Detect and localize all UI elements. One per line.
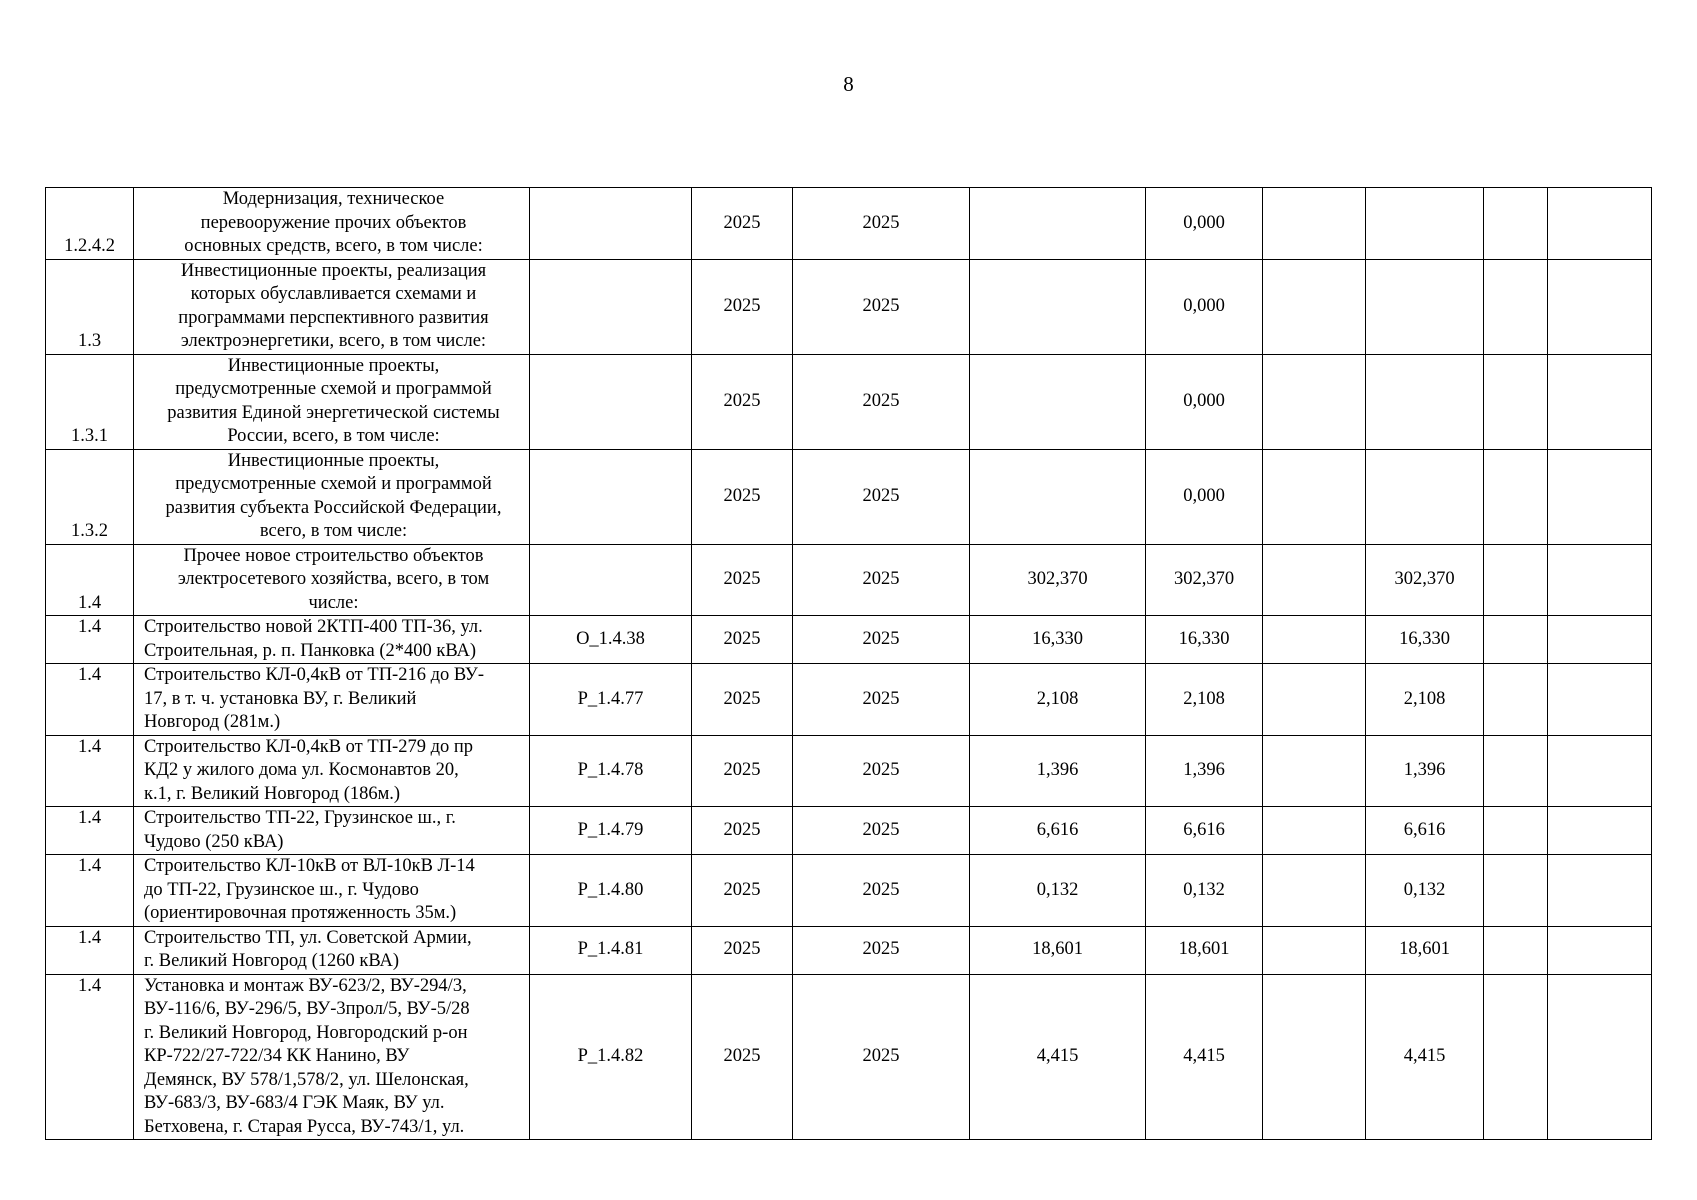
row-year-start-cell: 2025 (692, 354, 793, 449)
row-name-line: всего, в том числе: (259, 521, 408, 541)
row-value-2-cell: 6,616 (1146, 807, 1263, 855)
row-value-3-cell (1263, 735, 1366, 807)
row-value-6-cell (1548, 807, 1652, 855)
row-name-cell (134, 855, 530, 927)
row-value-5-cell (1484, 664, 1548, 736)
row-year-start-cell: 2025 (692, 544, 793, 616)
row-name-line: г. Великий Новгород (1260 кВА) (144, 951, 400, 971)
row-code-cell: P_1.4.81 (530, 926, 692, 974)
row-year-start-cell: 2025 (692, 616, 793, 664)
row-value-3-cell (1263, 974, 1366, 1140)
row-value-6-cell (1548, 354, 1652, 449)
row-name-cell (134, 259, 530, 354)
row-name-line: г. Великий Новгород, Новгородский р-он (144, 1022, 468, 1043)
row-value-3-cell (1263, 188, 1366, 260)
row-value-5-cell (1484, 735, 1548, 807)
row-value-1-cell: 302,370 (970, 544, 1146, 616)
investment-table (45, 187, 1652, 1140)
row-name-cell (134, 544, 530, 616)
row-name-line: Строительство КЛ-0,4кВ от ТП-216 до ВУ- (144, 665, 484, 685)
row-value-5-cell (1484, 926, 1548, 974)
row-year-start-cell: 2025 (692, 664, 793, 736)
row-year-end-cell: 2025 (793, 544, 970, 616)
row-name-line: Строительство КЛ-10кВ от ВЛ-10кВ Л-14 (144, 856, 475, 876)
row-value-6-cell (1548, 259, 1652, 354)
row-year-start-cell: 2025 (692, 449, 793, 544)
row-year-end-cell: 2025 (793, 188, 970, 260)
row-value-2-cell: 4,415 (1146, 974, 1263, 1140)
row-value-6-cell (1548, 855, 1652, 927)
row-value-6-cell (1548, 664, 1652, 736)
row-value-4-cell (1366, 354, 1484, 449)
row-name-line: Новгород (281м.) (144, 712, 281, 732)
row-value-5-cell (1484, 807, 1548, 855)
row-name-cell (134, 354, 530, 449)
row-name-line: Строительство ТП-22, Грузинское ш., г. (144, 808, 456, 828)
row-name-cell (134, 616, 530, 664)
row-value-4-cell: 16,330 (1366, 616, 1484, 664)
row-value-2-cell: 302,370 (1146, 544, 1263, 616)
row-code-cell: P_1.4.78 (530, 735, 692, 807)
row-number-cell: 1.4 (46, 735, 134, 807)
row-value-3-cell (1263, 807, 1366, 855)
row-value-6-cell (1548, 974, 1652, 1140)
row-value-1-cell: 16,330 (970, 616, 1146, 664)
row-year-end-cell: 2025 (793, 735, 970, 807)
table-row (46, 188, 1652, 260)
row-number-cell: 1.4 (46, 974, 134, 1140)
row-value-2-cell: 16,330 (1146, 616, 1263, 664)
table-row (46, 974, 1652, 1140)
table-row (46, 664, 1652, 736)
row-value-3-cell (1263, 926, 1366, 974)
row-number-cell: 1.3.1 (46, 354, 134, 449)
row-value-1-cell: 1,396 (970, 735, 1146, 807)
row-name-line: развития Единой энергетической системы (167, 402, 500, 423)
row-name-line: КР-722/27-722/34 КК Нанино, ВУ (144, 1046, 410, 1066)
row-name-cell (134, 664, 530, 736)
row-year-start-cell: 2025 (692, 855, 793, 927)
row-name-line: 17, в т. ч. установка ВУ, г. Великий (144, 688, 417, 709)
row-name-line: Строительство новой 2КТП-400 ТП-36, ул. (144, 617, 483, 637)
row-code-cell (530, 544, 692, 616)
row-name-line: Демянск, ВУ 578/1,578/2, ул. Шелонская, (144, 1069, 469, 1090)
row-value-5-cell (1484, 855, 1548, 927)
row-name-line: Модернизация, техническое (222, 189, 445, 209)
row-number-cell: 1.4 (46, 664, 134, 736)
row-code-cell (530, 259, 692, 354)
row-name-line: до ТП-22, Грузинское ш., г. Чудово (144, 879, 419, 900)
row-value-3-cell (1263, 259, 1366, 354)
row-value-2-cell: 0,132 (1146, 855, 1263, 927)
row-code-cell (530, 449, 692, 544)
row-year-start-cell: 2025 (692, 974, 793, 1140)
row-name-line: предусмотренные схемой и программой (175, 379, 492, 399)
row-year-start-cell: 2025 (692, 259, 793, 354)
row-name-line: основных средств, всего, в том числе: (184, 236, 483, 256)
table-row (46, 807, 1652, 855)
row-value-4-cell (1366, 449, 1484, 544)
row-code-cell: P_1.4.79 (530, 807, 692, 855)
row-year-start-cell: 2025 (692, 735, 793, 807)
row-value-4-cell: 0,132 (1366, 855, 1484, 927)
row-year-end-cell: 2025 (793, 616, 970, 664)
row-value-1-cell (970, 449, 1146, 544)
row-name-line: Инвестиционные проекты, реализация (180, 260, 487, 281)
row-value-6-cell (1548, 188, 1652, 260)
row-name-line: (ориентировочная протяженность 35м.) (144, 903, 457, 923)
row-value-2-cell: 0,000 (1146, 259, 1263, 354)
row-name-line: развития субъекта Российской Федерации, (165, 497, 502, 518)
row-name-line: электросетевого хозяйства, всего, в том (177, 569, 490, 589)
row-value-2-cell: 0,000 (1146, 449, 1263, 544)
row-value-4-cell: 302,370 (1366, 544, 1484, 616)
row-value-5-cell (1484, 449, 1548, 544)
row-name-line: КД2 у жилого дома ул. Космонавтов 20, (144, 760, 459, 780)
table-row (46, 926, 1652, 974)
row-value-2-cell: 1,396 (1146, 735, 1263, 807)
row-value-4-cell: 1,396 (1366, 735, 1484, 807)
row-value-3-cell (1263, 449, 1366, 544)
row-year-end-cell: 2025 (793, 926, 970, 974)
row-value-4-cell: 6,616 (1366, 807, 1484, 855)
row-year-end-cell: 2025 (793, 807, 970, 855)
row-value-5-cell (1484, 354, 1548, 449)
row-number-cell: 1.4 (46, 616, 134, 664)
row-value-4-cell: 2,108 (1366, 664, 1484, 736)
row-value-2-cell: 18,601 (1146, 926, 1263, 974)
row-name-cell (134, 807, 530, 855)
row-value-6-cell (1548, 616, 1652, 664)
row-year-start-cell: 2025 (692, 926, 793, 974)
row-value-2-cell: 0,000 (1146, 188, 1263, 260)
row-value-4-cell (1366, 259, 1484, 354)
row-value-1-cell: 6,616 (970, 807, 1146, 855)
row-value-5-cell (1484, 974, 1548, 1140)
row-value-4-cell: 18,601 (1366, 926, 1484, 974)
row-value-6-cell (1548, 544, 1652, 616)
row-year-end-cell: 2025 (793, 259, 970, 354)
row-year-end-cell: 2025 (793, 449, 970, 544)
row-value-1-cell: 18,601 (970, 926, 1146, 974)
row-value-3-cell (1263, 855, 1366, 927)
row-name-cell (134, 188, 530, 260)
row-number-cell: 1.3 (46, 259, 134, 354)
row-value-6-cell (1548, 735, 1652, 807)
row-name-line: Чудово (250 кВА) (144, 831, 284, 852)
table-row (46, 354, 1652, 449)
row-value-2-cell: 0,000 (1146, 354, 1263, 449)
row-value-2-cell: 2,108 (1146, 664, 1263, 736)
row-value-5-cell (1484, 188, 1548, 260)
row-value-3-cell (1263, 354, 1366, 449)
row-value-1-cell (970, 259, 1146, 354)
row-year-end-cell: 2025 (793, 354, 970, 449)
row-name-cell (134, 449, 530, 544)
row-code-cell: P_1.4.82 (530, 974, 692, 1140)
row-name-line: перевооружение прочих объектов (200, 212, 467, 233)
row-value-5-cell (1484, 544, 1548, 616)
row-year-end-cell: 2025 (793, 664, 970, 736)
row-name-cell (134, 974, 530, 1140)
row-name-line: предусмотренные схемой и программой (175, 474, 492, 494)
row-name-line: программами перспективного развития (178, 307, 489, 328)
row-value-4-cell: 4,415 (1366, 974, 1484, 1140)
row-name-cell (134, 926, 530, 974)
row-number-cell: 1.4 (46, 855, 134, 927)
row-year-end-cell: 2025 (793, 974, 970, 1140)
row-value-3-cell (1263, 616, 1366, 664)
row-value-1-cell: 2,108 (970, 664, 1146, 736)
row-name-cell (134, 735, 530, 807)
row-code-cell (530, 188, 692, 260)
row-value-3-cell (1263, 544, 1366, 616)
row-value-1-cell: 0,132 (970, 855, 1146, 927)
row-value-6-cell (1548, 926, 1652, 974)
table-row (46, 544, 1652, 616)
row-number-cell: 1.4 (46, 926, 134, 974)
row-name-line: Инвестиционные проекты, (227, 450, 440, 471)
row-name-line: к.1, г. Великий Новгород (186м.) (144, 783, 401, 804)
row-number-cell: 1.4 (46, 807, 134, 855)
row-name-line: Строительство ТП, ул. Советской Армии, (144, 927, 472, 948)
row-number-cell: 1.4 (46, 544, 134, 616)
table-row (46, 735, 1652, 807)
row-number-cell: 1.2.4.2 (46, 188, 134, 260)
row-value-4-cell (1366, 188, 1484, 260)
row-value-5-cell (1484, 259, 1548, 354)
row-value-6-cell (1548, 449, 1652, 544)
row-value-1-cell (970, 354, 1146, 449)
table-row (46, 855, 1652, 927)
row-name-line: Установка и монтаж ВУ-623/2, ВУ-294/3, (144, 975, 467, 996)
row-code-cell (530, 354, 692, 449)
row-number-cell: 1.3.2 (46, 449, 134, 544)
row-code-cell: O_1.4.38 (530, 616, 692, 664)
table-row (46, 259, 1652, 354)
row-name-line: ВУ-683/3, ВУ-683/4 ГЭК Маяк, ВУ ул. (144, 1093, 445, 1113)
row-name-line: Прочее новое строительство объектов (183, 545, 484, 566)
row-name-line: Бетховена, г. Старая Русса, ВУ-743/1, ул. (144, 1116, 465, 1137)
page-number: 8 (843, 72, 854, 96)
row-year-end-cell: 2025 (793, 855, 970, 927)
row-value-1-cell (970, 188, 1146, 260)
row-code-cell: P_1.4.77 (530, 664, 692, 736)
row-value-5-cell (1484, 616, 1548, 664)
row-name-line: электроэнергетики, всего, в том числе: (180, 331, 487, 351)
row-name-line: ВУ-116/6, ВУ-296/5, ВУ-3прол/5, ВУ-5/28 (144, 999, 470, 1019)
row-value-1-cell: 4,415 (970, 974, 1146, 1140)
row-name-line: России, всего, в том числе: (227, 426, 440, 446)
row-year-start-cell: 2025 (692, 807, 793, 855)
row-year-start-cell: 2025 (692, 188, 793, 260)
row-name-line: Инвестиционные проекты, (227, 355, 440, 376)
table-row (46, 616, 1652, 664)
row-name-line: Строительство КЛ-0,4кВ от ТП-279 до пр (144, 736, 474, 757)
row-name-line: Строительная, р. п. Панковка (2*400 кВА) (144, 640, 477, 661)
row-code-cell: P_1.4.80 (530, 855, 692, 927)
table-row (46, 449, 1652, 544)
row-name-line: которых обуславливается схемами и (190, 284, 477, 304)
row-name-line: числе: (308, 592, 359, 613)
row-value-3-cell (1263, 664, 1366, 736)
